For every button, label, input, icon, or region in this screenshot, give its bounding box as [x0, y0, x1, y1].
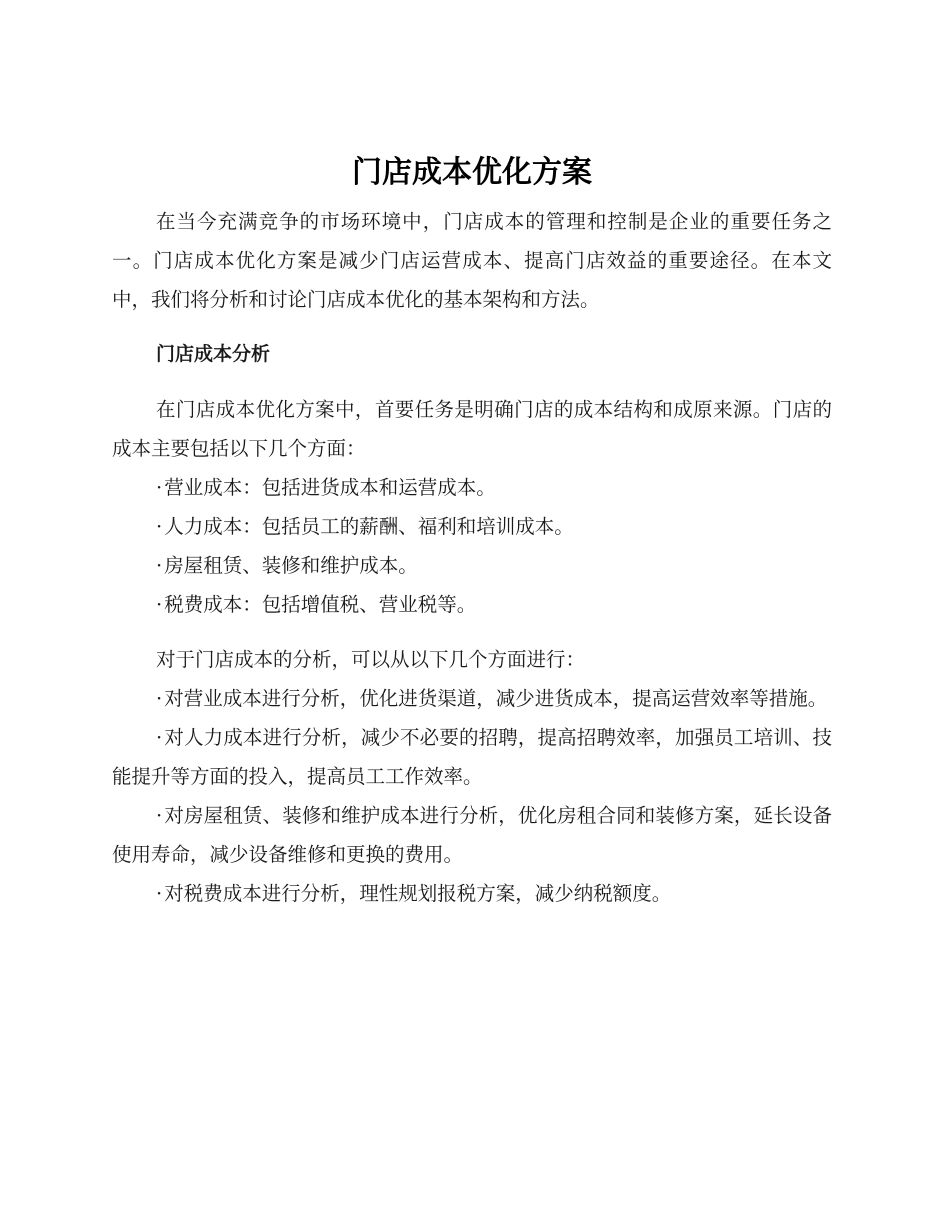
bullet-glyph: · — [156, 804, 163, 827]
bullet-glyph: · — [156, 593, 163, 616]
section-heading: 门店成本分析 — [156, 343, 271, 365]
section-intro-paragraph: 在门店成本优化方案中，首要任务是明确门店的成本结构和成原来源。门店的成本主要包括以下几个方面： — [112, 398, 832, 460]
cost-item — [112, 507, 832, 546]
bullet-glyph: · — [156, 554, 163, 577]
cost-item-text: 人力成本：包括员工的薪酬、福利和培训成本。 — [164, 515, 574, 538]
cost-item — [112, 468, 832, 507]
bullet-glyph: · — [156, 882, 163, 905]
cost-item — [112, 585, 832, 624]
analysis-intro-paragraph: 对于门店成本的分析，可以从以下几个方面进行： — [156, 648, 586, 671]
intro-paragraph: 在当今充满竞争的市场环境中，门店成本的管理和控制是企业的重要任务之一。门店成本优化方案是减少门店运营成本、提高门店效益的重要途径。在本文中，我们将分析和讨论门店成本优化的基本架构和方法。 — [112, 210, 832, 311]
analysis-item-text: 对税费成本进行分析，理性规划报税方案，减少纳税额度。 — [164, 882, 672, 905]
analysis-item-text: 对营业成本进行分析，优化进货渠道，减少进货成本，提高运营效率等措施。 — [164, 687, 828, 710]
document-page — [112, 150, 832, 913]
analysis-item — [112, 874, 832, 913]
analysis-item-text: 对人力成本进行分析，减少不必要的招聘，提高招聘效率，加强员工培训、技能提升等方面的投入，提高员工工作效率。 — [112, 726, 832, 788]
cost-item-text: 税费成本：包括增值税、营业税等。 — [164, 593, 477, 616]
bullet-glyph: · — [156, 687, 163, 710]
document-title: 门店成本优化方案 — [352, 155, 592, 190]
cost-item-text: 房屋租赁、装修和维护成本。 — [164, 554, 418, 577]
analysis-item — [112, 679, 832, 718]
cost-item — [112, 546, 832, 585]
analysis-item — [112, 718, 832, 796]
analysis-item — [112, 796, 832, 874]
bullet-glyph: · — [156, 726, 163, 749]
analysis-item-text: 对房屋租赁、装修和维护成本进行分析，优化房租合同和装修方案，延长设备使用寿命，减少设备维修和更换的费用。 — [112, 804, 832, 866]
bullet-glyph: · — [156, 476, 163, 499]
bullet-glyph: · — [156, 515, 163, 538]
cost-item-text: 营业成本：包括进货成本和运营成本。 — [164, 476, 496, 499]
